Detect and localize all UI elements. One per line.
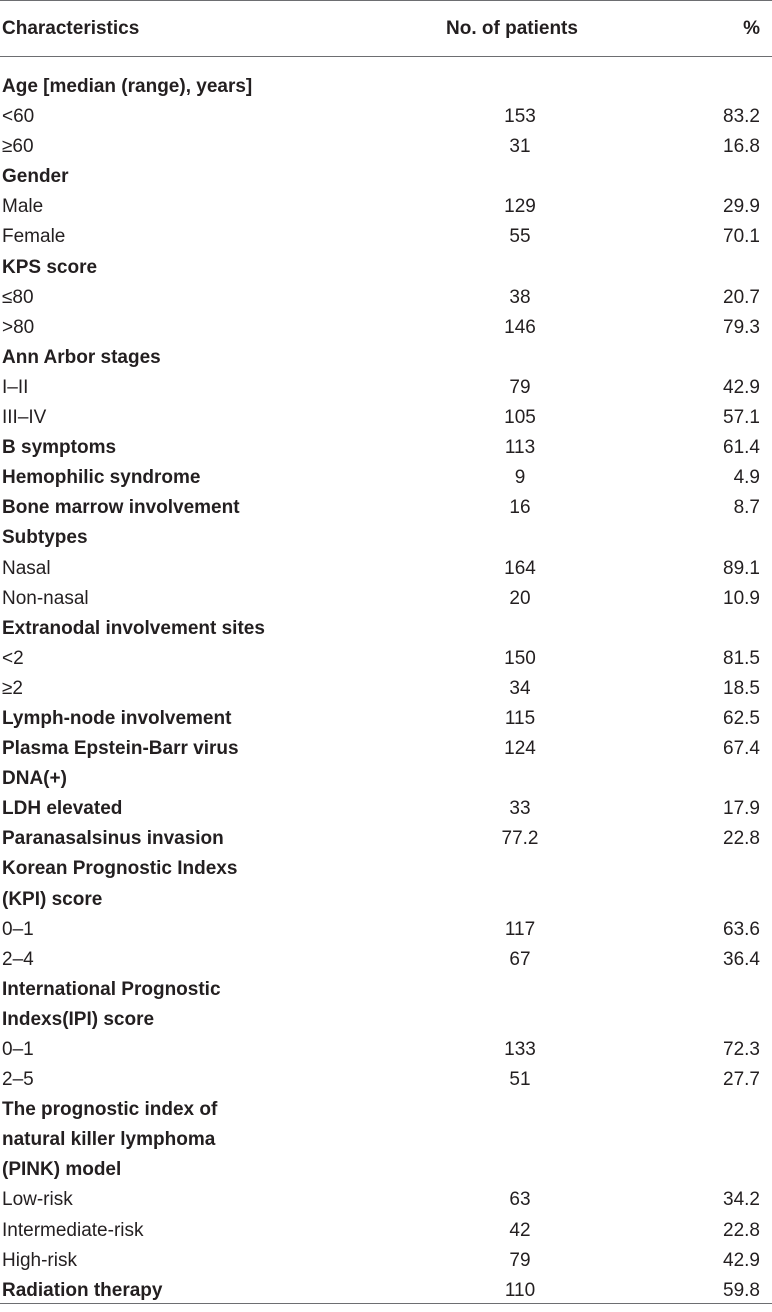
table-row: [0, 463, 772, 493]
cell-percent: 22.8: [723, 1219, 760, 1241]
header-patients: No. of patients: [446, 18, 578, 39]
cell-characteristic: Subtypes: [2, 527, 88, 549]
cell-characteristic: ≥60: [2, 136, 34, 158]
table-row: [0, 975, 772, 1035]
cell-characteristic: Nasal: [2, 557, 51, 579]
cell-percent: 18.5: [723, 677, 760, 699]
cell-patients: 150: [504, 647, 536, 669]
table-row: [0, 132, 772, 162]
cell-patients: 113: [504, 437, 536, 459]
table-row: [0, 403, 772, 433]
cell-characteristic: ≥2: [2, 677, 23, 699]
cell-patients: 79: [509, 1249, 531, 1271]
cell-characteristic: Extranodal involvement sites: [2, 617, 265, 639]
cell-percent: 59.8: [723, 1279, 760, 1301]
cell-characteristic: Plasma Epstein-Barr virus DNA(+): [2, 738, 239, 790]
table-row: [0, 72, 772, 102]
cell-characteristic: Korean Prognostic Indexs (KPI) score: [2, 858, 238, 910]
cell-percent: 4.9: [733, 467, 760, 489]
table-row: [0, 313, 772, 343]
cell-percent: 10.9: [723, 587, 760, 609]
cell-patients: 105: [504, 407, 536, 429]
cell-patients: 63: [509, 1189, 531, 1211]
cell-patients: 55: [509, 226, 531, 248]
table-row: [0, 1095, 772, 1185]
table-row: [0, 493, 772, 523]
table-row: [0, 824, 772, 854]
cell-characteristic: Age [median (range), years]: [2, 76, 253, 97]
cell-percent: 42.9: [723, 1249, 760, 1271]
cell-characteristic: I–II: [2, 376, 29, 398]
table-row: [0, 644, 772, 674]
cell-percent: 61.4: [723, 437, 760, 459]
cell-characteristic: Lymph-node involvement: [2, 707, 232, 729]
cell-patients: 129: [504, 196, 536, 218]
table-row: [0, 704, 772, 734]
cell-patients: 79: [509, 376, 531, 398]
table-row: [0, 253, 772, 283]
cell-patients: 133: [504, 1039, 536, 1060]
table-header: [0, 0, 772, 56]
cell-patients: 42: [509, 1219, 531, 1241]
cell-percent: 16.8: [723, 136, 760, 158]
header-bottom-rule: [0, 56, 772, 57]
cell-patients: 115: [504, 707, 536, 729]
cell-percent: 81.5: [723, 647, 760, 669]
header-characteristics: Characteristics: [2, 18, 140, 39]
cell-patients: 51: [509, 1069, 531, 1091]
cell-percent: 70.1: [723, 226, 760, 248]
cell-percent: 89.1: [723, 557, 760, 579]
cell-patients: 110: [504, 1279, 536, 1301]
cell-percent: 42.9: [723, 376, 760, 398]
cell-percent: 17.9: [723, 798, 760, 820]
cell-patients: 146: [504, 316, 536, 338]
table-row: [0, 343, 772, 373]
cell-characteristic: High-risk: [2, 1249, 77, 1271]
cell-characteristic: Female: [2, 226, 66, 248]
cell-characteristic: Non-nasal: [2, 587, 89, 609]
cell-characteristic: 0–1: [2, 918, 34, 940]
cell-characteristic: LDH elevated: [2, 798, 123, 820]
cell-characteristic: Paranasalsinus invasion: [2, 828, 224, 850]
cell-characteristic: Male: [2, 196, 44, 218]
table-row: [0, 162, 772, 192]
cell-patients: 16: [509, 497, 531, 519]
cell-characteristic: 0–1: [2, 1039, 34, 1060]
cell-characteristic: The prognostic index of natural killer lymphoma (PINK) model: [2, 1099, 218, 1181]
table-row: [0, 554, 772, 584]
table-row: [0, 945, 772, 975]
table-row: [0, 614, 772, 644]
header-percent: %: [743, 18, 760, 39]
cell-percent: 36.4: [723, 948, 760, 970]
cell-percent: 67.4: [723, 738, 760, 760]
cell-characteristic: <60: [2, 106, 35, 128]
cell-percent: 20.7: [723, 286, 760, 308]
cell-percent: 57.1: [723, 407, 760, 429]
cell-percent: 29.9: [723, 196, 760, 218]
table-row: [0, 192, 772, 222]
table-row: [0, 1276, 772, 1306]
cell-characteristic: B symptoms: [2, 437, 117, 459]
cell-patients: 77.2: [501, 828, 539, 850]
cell-characteristic: Intermediate-risk: [2, 1219, 144, 1241]
cell-patients: 164: [504, 557, 536, 579]
table-row: [0, 523, 772, 553]
cell-patients: 31: [509, 136, 531, 158]
cell-percent: 79.3: [723, 316, 760, 338]
table-row: [0, 1035, 772, 1065]
table-row: [0, 794, 772, 824]
cell-characteristic: ≤80: [2, 286, 34, 308]
cell-characteristic: Ann Arbor stages: [2, 346, 161, 368]
cell-characteristic: Bone marrow involvement: [2, 497, 240, 519]
cell-characteristic: Hemophilic syndrome: [2, 467, 201, 489]
cell-percent: 8.7: [733, 497, 760, 519]
table-row: [0, 433, 772, 463]
table-row: [0, 1246, 772, 1276]
cell-patients: 33: [509, 798, 531, 820]
cell-patients: 153: [504, 106, 536, 128]
table-bottom-rule: [0, 1303, 772, 1304]
cell-patients: 9: [514, 467, 526, 489]
cell-patients: 117: [504, 918, 536, 940]
table-row: [0, 373, 772, 403]
cell-characteristic: Gender: [2, 166, 69, 188]
table-row: [0, 584, 772, 614]
table-body: [0, 72, 772, 1306]
cell-percent: 34.2: [723, 1189, 760, 1211]
cell-characteristic: <2: [2, 647, 24, 669]
table-row: [0, 102, 772, 132]
cell-characteristic: KPS score: [2, 256, 98, 278]
cell-patients: 67: [509, 948, 531, 970]
cell-percent: 72.3: [723, 1039, 760, 1060]
table-row: [0, 283, 772, 313]
cell-characteristic: 2–4: [2, 948, 34, 970]
cell-characteristic: 2–5: [2, 1069, 34, 1091]
cell-patients: 38: [509, 286, 531, 308]
table-row: [0, 1065, 772, 1095]
table-row: [0, 674, 772, 704]
cell-patients: 34: [509, 677, 531, 699]
cell-patients: 124: [504, 738, 536, 760]
table-row: [0, 1185, 772, 1215]
cell-characteristic: Low-risk: [2, 1189, 73, 1211]
table-row: [0, 734, 772, 794]
table-row: [0, 1216, 772, 1246]
cell-percent: 83.2: [723, 106, 760, 128]
table-row: [0, 854, 772, 914]
cell-percent: 27.7: [723, 1069, 760, 1091]
cell-characteristic: Radiation therapy: [2, 1279, 163, 1301]
cell-characteristic: III–IV: [2, 407, 47, 429]
cell-characteristic: International Prognostic Indexs(IPI) score: [2, 978, 221, 1030]
cell-percent: 63.6: [723, 918, 760, 940]
table-row: [0, 222, 772, 252]
cell-percent: 62.5: [723, 707, 760, 729]
table-row: [0, 915, 772, 945]
cell-percent: 22.8: [723, 828, 760, 850]
cell-characteristic: >80: [2, 316, 35, 338]
cell-patients: 20: [509, 587, 531, 609]
